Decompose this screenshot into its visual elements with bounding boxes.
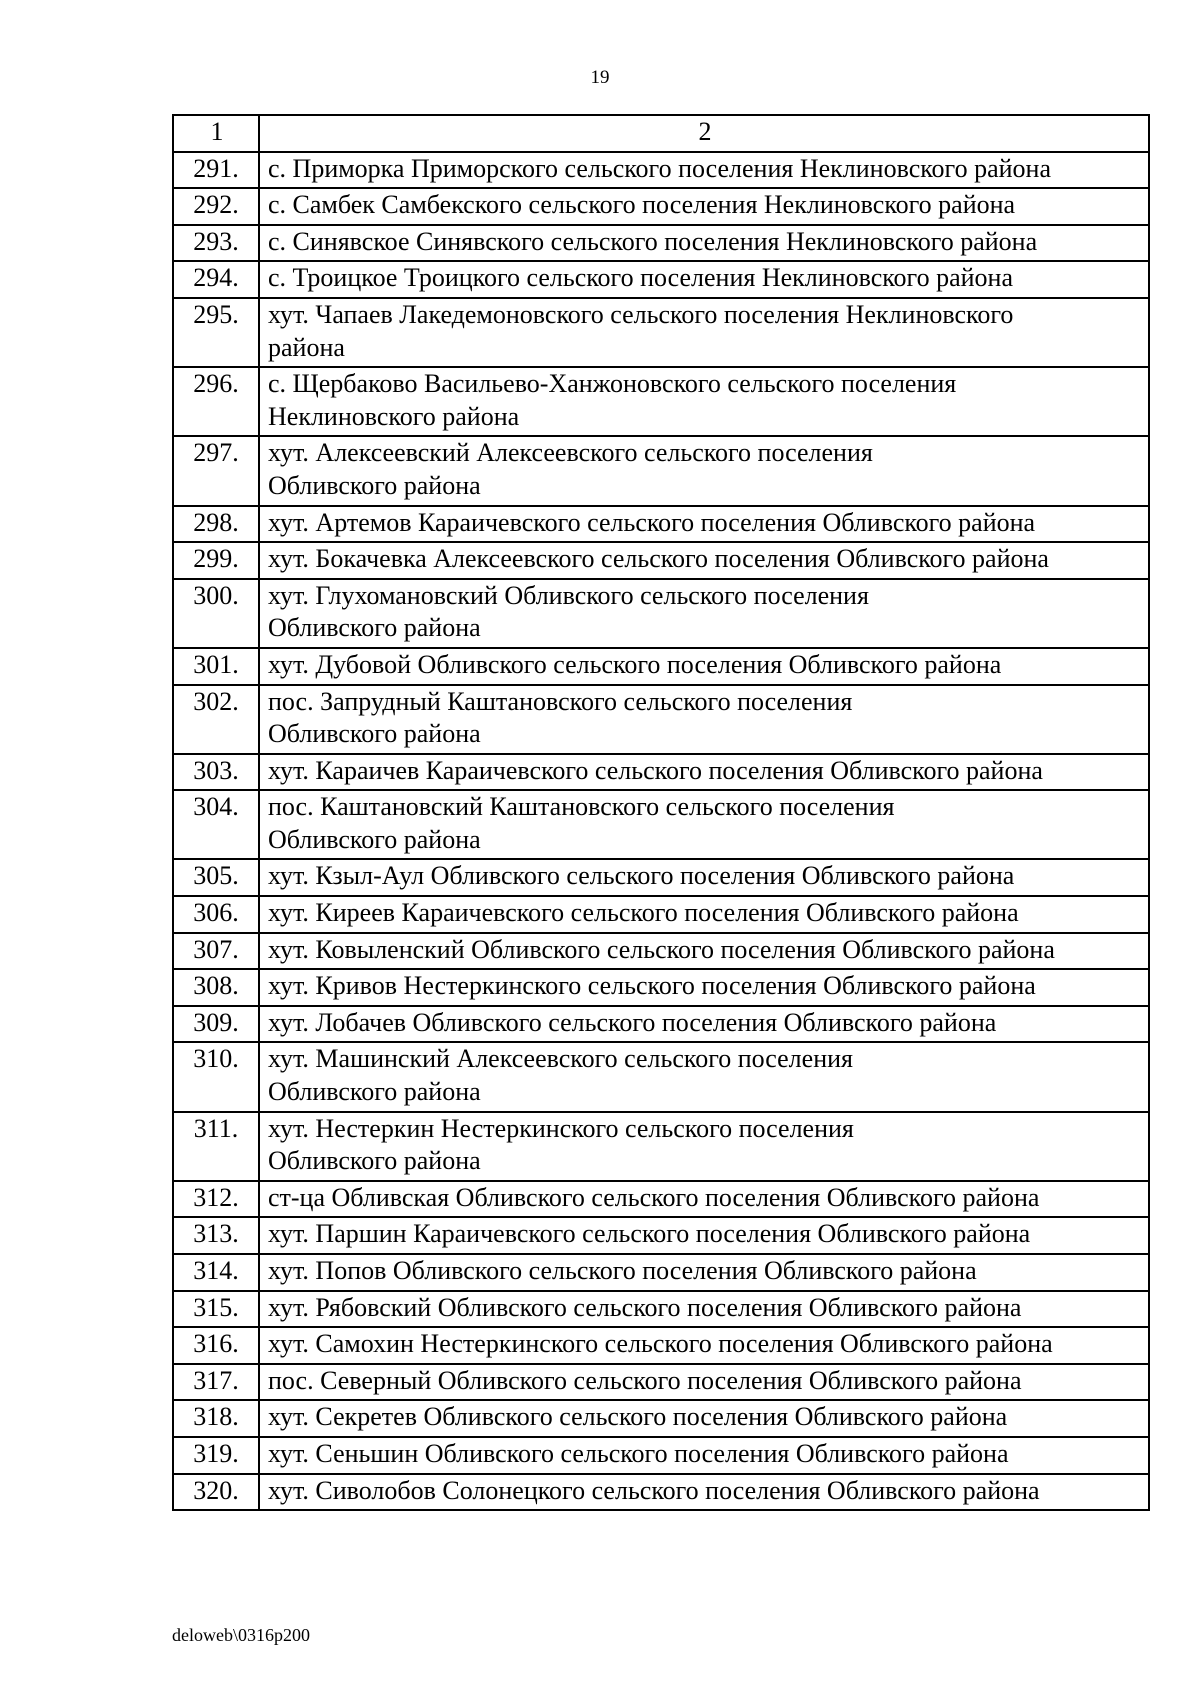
row-number: 301. bbox=[173, 648, 259, 685]
settlement-name: хут. Секретев Обливского сельского поселения Обливского района bbox=[259, 1400, 1149, 1437]
row-number: 309. bbox=[173, 1006, 259, 1043]
settlement-name-line: Обливского района bbox=[268, 613, 481, 643]
settlement-name: пос. Северный Обливского сельского поселения Обливского района bbox=[259, 1364, 1149, 1401]
footer-file-reference: deloweb\0316p200 bbox=[172, 1625, 310, 1645]
row-number: 295. bbox=[173, 298, 259, 367]
settlement-name bbox=[259, 298, 1149, 367]
table-row bbox=[173, 225, 1149, 262]
table-row bbox=[173, 506, 1149, 543]
page-number: 19 bbox=[590, 67, 610, 88]
table-row bbox=[173, 1042, 1149, 1111]
table-row bbox=[173, 152, 1149, 189]
settlement-name: хут. Дубовой Обливского сельского поселения Обливского района bbox=[259, 648, 1149, 685]
settlement-name-line: Обливского района bbox=[268, 719, 481, 749]
table-row bbox=[173, 896, 1149, 933]
row-number: 318. bbox=[173, 1400, 259, 1437]
settlement-name: хут. Бокачевка Алексеевского сельского поселения Обливского района bbox=[259, 542, 1149, 579]
row-number: 316. bbox=[173, 1327, 259, 1364]
table-row bbox=[173, 685, 1149, 754]
row-number: 315. bbox=[173, 1291, 259, 1328]
settlement-name-line: пос. Каштановский Каштановского сельского поселения bbox=[268, 792, 895, 822]
table-row bbox=[173, 1474, 1149, 1511]
header-col-number: 1 bbox=[173, 115, 259, 152]
settlement-name-line: района bbox=[268, 332, 345, 362]
settlement-name: хут. Самохин Нестеркинского сельского поселения Обливского района bbox=[259, 1327, 1149, 1364]
settlement-name: хут. Паршин Караичевского сельского поселения Обливского района bbox=[259, 1217, 1149, 1254]
row-number: 320. bbox=[173, 1474, 259, 1511]
settlement-name-line: хут. Нестеркин Нестеркинского сельского поселения bbox=[268, 1113, 854, 1143]
settlement-name bbox=[259, 685, 1149, 754]
settlement-name: хут. Попов Обливского сельского поселения Обливского района bbox=[259, 1254, 1149, 1291]
table-row bbox=[173, 933, 1149, 970]
row-number: 307. bbox=[173, 933, 259, 970]
row-number: 308. bbox=[173, 969, 259, 1006]
settlement-name: с. Приморка Приморского сельского поселения Неклиновского района bbox=[259, 152, 1149, 189]
settlement-name: ст-ца Обливская Обливского сельского поселения Обливского района bbox=[259, 1181, 1149, 1218]
table-row bbox=[173, 1437, 1149, 1474]
table-row bbox=[173, 859, 1149, 896]
row-number: 319. bbox=[173, 1437, 259, 1474]
settlement-name bbox=[259, 579, 1149, 648]
table-row bbox=[173, 1364, 1149, 1401]
table-row bbox=[173, 1006, 1149, 1043]
row-number: 297. bbox=[173, 436, 259, 505]
table-row bbox=[173, 1181, 1149, 1218]
settlement-name-line: Неклиновского района bbox=[268, 401, 520, 431]
row-number: 305. bbox=[173, 859, 259, 896]
row-number: 293. bbox=[173, 225, 259, 262]
settlement-name-line: хут. Алексеевский Алексеевского сельского поселения bbox=[268, 438, 873, 468]
row-number: 304. bbox=[173, 790, 259, 859]
row-number: 294. bbox=[173, 261, 259, 298]
settlement-name: с. Самбек Самбекского сельского поселения Неклиновского района bbox=[259, 188, 1149, 225]
table-row bbox=[173, 1112, 1149, 1181]
settlement-name-line: Обливского района bbox=[268, 824, 481, 854]
row-number: 311. bbox=[173, 1112, 259, 1181]
settlement-name: хут. Киреев Караичевского сельского поселения Обливского района bbox=[259, 896, 1149, 933]
table-row bbox=[173, 1327, 1149, 1364]
settlement-name: хут. Ковыленский Обливского сельского поселения Обливского района bbox=[259, 933, 1149, 970]
settlements-table bbox=[172, 114, 1150, 1511]
settlement-name bbox=[259, 790, 1149, 859]
settlement-name-line: хут. Машинский Алексеевского сельского поселения bbox=[268, 1044, 853, 1074]
table-row bbox=[173, 188, 1149, 225]
table-row bbox=[173, 542, 1149, 579]
row-number: 317. bbox=[173, 1364, 259, 1401]
settlement-name-line: хут. Глухомановский Обливского сельского поселения bbox=[268, 580, 869, 610]
table-row bbox=[173, 436, 1149, 505]
settlement-name: хут. Кривов Нестеркинского сельского поселения Обливского района bbox=[259, 969, 1149, 1006]
table-row bbox=[173, 1291, 1149, 1328]
settlement-name: хут. Артемов Караичевского сельского поселения Обливского района bbox=[259, 506, 1149, 543]
row-number: 303. bbox=[173, 754, 259, 791]
settlement-name-line: с. Щербаково Васильево-Ханжоновского сельского поселения bbox=[268, 369, 957, 399]
settlement-name-line: пос. Запрудный Каштановского сельского поселения bbox=[268, 686, 853, 716]
header-col-name: 2 bbox=[259, 115, 1149, 152]
table-row bbox=[173, 1254, 1149, 1291]
settlement-name-line: Обливского района bbox=[268, 1077, 481, 1107]
table-row bbox=[173, 261, 1149, 298]
table-row bbox=[173, 1400, 1149, 1437]
settlement-name: хут. Лобачев Обливского сельского поселения Обливского района bbox=[259, 1006, 1149, 1043]
settlement-name: с. Троицкое Троицкого сельского поселения Неклиновского района bbox=[259, 261, 1149, 298]
settlement-name: хут. Сиволобов Солонецкого сельского поселения Обливского района bbox=[259, 1474, 1149, 1511]
row-number: 313. bbox=[173, 1217, 259, 1254]
table-header-row bbox=[173, 115, 1149, 152]
row-number: 306. bbox=[173, 896, 259, 933]
settlement-name bbox=[259, 367, 1149, 436]
table-row bbox=[173, 969, 1149, 1006]
table-row bbox=[173, 790, 1149, 859]
row-number: 314. bbox=[173, 1254, 259, 1291]
row-number: 300. bbox=[173, 579, 259, 648]
settlement-name: хут. Караичев Караичевского сельского поселения Обливского района bbox=[259, 754, 1149, 791]
settlement-name-line: хут. Чапаев Лакедемоновского сельского поселения Неклиновского bbox=[268, 299, 1014, 329]
settlement-name-line: Обливского района bbox=[268, 470, 481, 500]
row-number: 299. bbox=[173, 542, 259, 579]
table-row bbox=[173, 754, 1149, 791]
settlement-name-line: Обливского района bbox=[268, 1146, 481, 1176]
row-number: 310. bbox=[173, 1042, 259, 1111]
table-row bbox=[173, 298, 1149, 367]
settlement-name bbox=[259, 436, 1149, 505]
row-number: 312. bbox=[173, 1181, 259, 1218]
settlement-name: хут. Кзыл-Аул Обливского сельского поселения Обливского района bbox=[259, 859, 1149, 896]
settlement-name: с. Синявское Синявского сельского поселения Неклиновского района bbox=[259, 225, 1149, 262]
row-number: 296. bbox=[173, 367, 259, 436]
row-number: 291. bbox=[173, 152, 259, 189]
table-row bbox=[173, 648, 1149, 685]
settlement-name: хут. Рябовский Обливского сельского поселения Обливского района bbox=[259, 1291, 1149, 1328]
settlement-name: хут. Сеньшин Обливского сельского поселения Обливского района bbox=[259, 1437, 1149, 1474]
table-body bbox=[173, 115, 1149, 1510]
table-row bbox=[173, 579, 1149, 648]
settlement-name bbox=[259, 1042, 1149, 1111]
row-number: 292. bbox=[173, 188, 259, 225]
table-row bbox=[173, 1217, 1149, 1254]
settlement-name bbox=[259, 1112, 1149, 1181]
row-number: 302. bbox=[173, 685, 259, 754]
row-number: 298. bbox=[173, 506, 259, 543]
table-row bbox=[173, 367, 1149, 436]
